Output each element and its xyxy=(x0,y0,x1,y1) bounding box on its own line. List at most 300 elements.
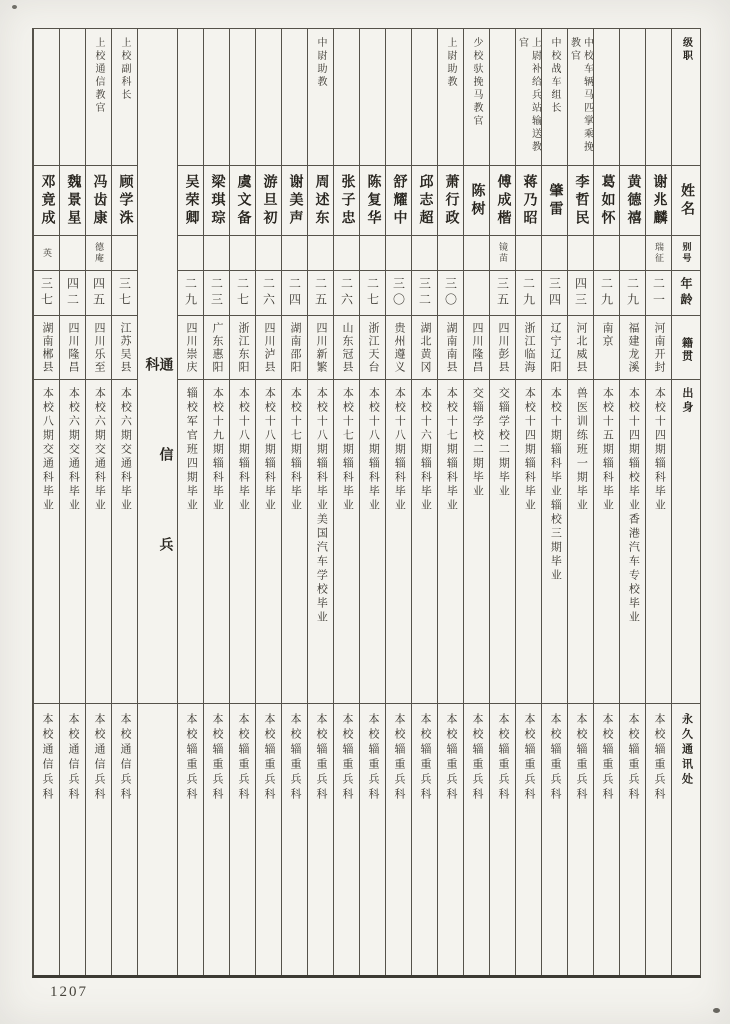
person-native: 河南开封 xyxy=(653,321,665,374)
page-number: 1207 xyxy=(50,984,88,1000)
person-name-cell xyxy=(516,165,541,235)
person-alias-cell xyxy=(412,235,437,270)
person-origin-cell xyxy=(646,379,671,704)
person-alias-cell xyxy=(34,235,59,270)
person-age: 二一 xyxy=(651,276,666,309)
person-origin-cell xyxy=(620,379,645,704)
person-name-cell xyxy=(490,165,515,235)
person-name: 谢美声 xyxy=(287,173,303,228)
person-origin: 本校十七期辎科毕业 xyxy=(341,386,354,513)
person-name: 邱志超 xyxy=(417,173,433,228)
header-address-label: 永久通讯处 xyxy=(680,713,693,789)
person-rank-cell xyxy=(412,29,437,165)
person-native: 湖南郴县 xyxy=(41,321,53,374)
person-origin-cell xyxy=(308,379,333,704)
person-column xyxy=(85,29,111,975)
person-rank-cell xyxy=(542,29,567,165)
person-native-cell xyxy=(334,315,359,379)
person-column xyxy=(567,29,593,975)
person-address-cell xyxy=(230,703,255,975)
person-name: 傅成楷 xyxy=(495,173,511,228)
person-native: 贵州遵义 xyxy=(393,321,405,374)
person-alias-cell xyxy=(60,235,85,270)
header-origin-cell xyxy=(672,379,700,704)
person-name-cell xyxy=(178,165,203,235)
person-column xyxy=(489,29,515,975)
person-column xyxy=(437,29,463,975)
person-name-cell xyxy=(34,165,59,235)
person-origin: 兽医训练班一期毕业 xyxy=(575,386,588,513)
header-rank-label: 级职 xyxy=(680,37,692,63)
person-origin-cell xyxy=(490,379,515,704)
person-age-cell xyxy=(86,270,111,315)
person-address: 本校辎重兵科 xyxy=(497,713,509,804)
person-name-cell xyxy=(594,165,619,235)
person-rank-cell xyxy=(308,29,333,165)
person-native-cell xyxy=(464,315,489,379)
person-address: 本校辎重兵科 xyxy=(523,713,535,804)
header-rank-cell xyxy=(672,29,700,165)
person-name: 陈复华 xyxy=(365,173,381,228)
person-native: 湖南南县 xyxy=(445,321,457,374)
person-alias-cell xyxy=(646,235,671,270)
person-column xyxy=(203,29,229,975)
person-native-cell xyxy=(230,315,255,379)
person-age: 二七 xyxy=(235,276,250,309)
person-address-cell xyxy=(282,703,307,975)
person-address-cell xyxy=(308,703,333,975)
person-age-cell xyxy=(230,270,255,315)
person-native: 四川崇庆 xyxy=(185,321,197,374)
person-alias-cell xyxy=(204,235,229,270)
person-native-cell xyxy=(308,315,333,379)
person-address-cell xyxy=(60,703,85,975)
person-address-cell xyxy=(568,703,593,975)
person-address: 本校辎重兵科 xyxy=(601,713,613,804)
person-alias: 英 xyxy=(42,247,52,259)
person-rank-cell xyxy=(86,29,111,165)
person-address: 本校通信兵科 xyxy=(41,713,53,804)
person-address-cell xyxy=(360,703,385,975)
person-age-cell xyxy=(568,270,593,315)
person-address: 本校通信兵科 xyxy=(119,713,131,804)
person-origin: 本校六期交通科毕业 xyxy=(119,386,132,513)
section-divider-empty-cell xyxy=(138,703,177,975)
person-age: 四二 xyxy=(65,276,80,309)
person-age: 三四 xyxy=(547,276,562,309)
person-rank-cell xyxy=(282,29,307,165)
person-alias-cell xyxy=(230,235,255,270)
person-origin-cell xyxy=(86,379,111,704)
person-column xyxy=(411,29,437,975)
person-name: 邓竟成 xyxy=(39,173,55,228)
person-rank-cell xyxy=(256,29,281,165)
person-origin-cell xyxy=(568,379,593,704)
person-address: 本校辎重兵科 xyxy=(575,713,587,804)
person-alias: 瑞征 xyxy=(654,242,664,265)
header-origin-label: 出身 xyxy=(680,386,693,415)
person-native: 四川彭县 xyxy=(497,321,509,374)
person-name: 舒耀中 xyxy=(391,173,407,228)
person-age-cell xyxy=(60,270,85,315)
person-address-cell xyxy=(112,703,137,975)
person-rank-cell xyxy=(178,29,203,165)
person-rank-cell xyxy=(516,29,541,165)
person-origin: 本校十八期辎科毕业 xyxy=(263,386,276,513)
person-origin: 辎校军官班四期毕业 xyxy=(185,386,198,513)
person-native: 四川乐至 xyxy=(93,321,105,374)
person-name-cell xyxy=(60,165,85,235)
person-alias-cell xyxy=(620,235,645,270)
person-native-cell xyxy=(542,315,567,379)
person-native: 四川泸县 xyxy=(263,321,275,374)
header-native-label: 籍贯 xyxy=(680,337,693,364)
person-native-cell xyxy=(256,315,281,379)
person-age: 二四 xyxy=(287,276,302,309)
person-address: 本校通信兵科 xyxy=(67,713,79,804)
person-age: 二六 xyxy=(339,276,354,309)
person-alias-cell xyxy=(256,235,281,270)
person-native-cell xyxy=(112,315,137,379)
person-age-cell xyxy=(412,270,437,315)
person-age-cell xyxy=(542,270,567,315)
person-name: 周述东 xyxy=(313,173,329,228)
person-address-cell xyxy=(594,703,619,975)
person-native-cell xyxy=(620,315,645,379)
person-rank-cell xyxy=(360,29,385,165)
person-rank-cell xyxy=(34,29,59,165)
person-origin-cell xyxy=(282,379,307,704)
person-name: 肇雷 xyxy=(547,182,563,219)
person-native: 河北威县 xyxy=(575,321,587,374)
person-name: 魏景星 xyxy=(65,173,81,228)
person-address-cell xyxy=(178,703,203,975)
person-age: 四五 xyxy=(91,276,106,309)
person-origin: 本校十九期辎科毕业 xyxy=(211,386,224,513)
person-age-cell xyxy=(438,270,463,315)
person-age: 二三 xyxy=(209,276,224,309)
person-native-cell xyxy=(386,315,411,379)
person-rank-cell xyxy=(620,29,645,165)
person-name-cell xyxy=(256,165,281,235)
person-age: 三二 xyxy=(417,276,432,309)
person-origin-cell xyxy=(334,379,359,704)
person-native-cell xyxy=(204,315,229,379)
person-age-cell xyxy=(204,270,229,315)
person-age-cell xyxy=(516,270,541,315)
person-name: 李哲民 xyxy=(573,173,589,228)
person-column xyxy=(111,29,137,975)
person-alias-cell xyxy=(464,235,489,270)
person-name-cell xyxy=(386,165,411,235)
person-address: 本校通信兵科 xyxy=(93,713,105,804)
person-rank-cell xyxy=(438,29,463,165)
person-age-cell xyxy=(112,270,137,315)
person-age: 三五 xyxy=(495,276,510,309)
person-age: 二九 xyxy=(521,276,536,309)
person-native-cell xyxy=(412,315,437,379)
row-headers-column xyxy=(671,29,700,975)
person-name-cell xyxy=(112,165,137,235)
person-alias-cell xyxy=(386,235,411,270)
person-address-cell xyxy=(412,703,437,975)
person-origin: 本校十期辎科毕业辎校三期毕业 xyxy=(549,386,562,583)
person-age-cell xyxy=(308,270,333,315)
person-native-cell xyxy=(178,315,203,379)
header-address-cell xyxy=(672,703,700,975)
person-native-cell xyxy=(490,315,515,379)
person-address: 本校辎重兵科 xyxy=(237,713,249,804)
person-origin-cell xyxy=(516,379,541,704)
person-address: 本校辎重兵科 xyxy=(341,713,353,804)
person-name-cell xyxy=(620,165,645,235)
person-native-cell xyxy=(594,315,619,379)
person-column xyxy=(359,29,385,975)
person-address: 本校辎重兵科 xyxy=(627,713,639,804)
person-name-cell xyxy=(646,165,671,235)
person-alias-cell xyxy=(112,235,137,270)
person-address-cell xyxy=(620,703,645,975)
person-origin-cell xyxy=(34,379,59,704)
person-name: 谢兆麟 xyxy=(651,173,667,228)
person-age: 三七 xyxy=(117,276,132,309)
person-rank-cell xyxy=(568,29,593,165)
person-native: 福建龙溪 xyxy=(627,321,639,374)
person-origin: 本校十七期辎科毕业 xyxy=(289,386,302,513)
person-rank-cell xyxy=(60,29,85,165)
person-origin: 本校十八期辎科毕业 xyxy=(367,386,380,513)
person-native-cell xyxy=(438,315,463,379)
person-name: 冯齿康 xyxy=(91,173,107,228)
person-address-cell xyxy=(464,703,489,975)
person-age: 二六 xyxy=(261,276,276,309)
scan-speck xyxy=(713,1008,720,1013)
person-origin: 交辎学校二期毕业 xyxy=(497,386,510,499)
person-native-cell xyxy=(568,315,593,379)
person-origin-cell xyxy=(256,379,281,704)
person-address: 本校辎重兵科 xyxy=(393,713,405,804)
person-address: 本校辎重兵科 xyxy=(471,713,483,804)
person-column xyxy=(307,29,333,975)
person-age-cell xyxy=(594,270,619,315)
person-age: 三七 xyxy=(39,276,54,309)
person-alias-cell xyxy=(308,235,333,270)
person-age-cell xyxy=(360,270,385,315)
person-native: 浙江天台 xyxy=(367,321,379,374)
person-rank-cell xyxy=(386,29,411,165)
person-column xyxy=(33,29,59,975)
person-origin: 本校八期交通科毕业 xyxy=(41,386,54,513)
person-column xyxy=(619,29,645,975)
person-origin-cell xyxy=(204,379,229,704)
person-native-cell xyxy=(60,315,85,379)
person-name: 游旦初 xyxy=(261,173,277,228)
person-alias-cell xyxy=(360,235,385,270)
person-age: 二七 xyxy=(365,276,380,309)
person-name-cell xyxy=(282,165,307,235)
person-rank-cell xyxy=(490,29,515,165)
person-native: 江苏吴县 xyxy=(119,321,131,374)
person-age: 三〇 xyxy=(443,276,458,309)
person-native: 湖北黄冈 xyxy=(419,321,431,374)
person-native: 四川隆昌 xyxy=(67,321,79,374)
person-alias-cell xyxy=(86,235,111,270)
person-native: 湖南邵阳 xyxy=(289,321,301,374)
person-origin-cell xyxy=(178,379,203,704)
person-name-cell xyxy=(438,165,463,235)
person-name-cell xyxy=(542,165,567,235)
person-address-cell xyxy=(386,703,411,975)
person-native-cell xyxy=(282,315,307,379)
person-rank: 中尉助教 xyxy=(315,37,326,89)
person-rank-cell xyxy=(464,29,489,165)
person-native-cell xyxy=(86,315,111,379)
person-alias-cell xyxy=(516,235,541,270)
person-origin: 本校十四期辎科毕业 xyxy=(653,386,666,513)
person-alias-cell xyxy=(438,235,463,270)
person-name: 陈树 xyxy=(469,182,485,219)
header-age-label: 年龄 xyxy=(679,276,693,309)
person-name: 蒋乃昭 xyxy=(521,173,537,228)
person-column xyxy=(385,29,411,975)
person-address: 本校辎重兵科 xyxy=(315,713,327,804)
person-origin: 本校十七期辎科毕业 xyxy=(445,386,458,513)
person-address: 本校辎重兵科 xyxy=(445,713,457,804)
person-address-cell xyxy=(438,703,463,975)
scan-speck xyxy=(12,5,17,9)
person-address: 本校辎重兵科 xyxy=(653,713,665,804)
person-origin: 本校十四期辎科毕业 xyxy=(523,386,536,513)
person-address-cell xyxy=(256,703,281,975)
person-rank-cell xyxy=(646,29,671,165)
person-origin-cell xyxy=(230,379,255,704)
person-address: 本校辎重兵科 xyxy=(185,713,197,804)
person-rank-cell xyxy=(230,29,255,165)
person-age-cell xyxy=(386,270,411,315)
person-alias-cell xyxy=(334,235,359,270)
person-name: 萧行政 xyxy=(443,173,459,228)
person-column xyxy=(281,29,307,975)
person-age-cell xyxy=(282,270,307,315)
person-age-cell xyxy=(620,270,645,315)
person-alias-cell xyxy=(594,235,619,270)
person-address: 本校辎重兵科 xyxy=(211,713,223,804)
person-alias-cell xyxy=(542,235,567,270)
person-age-cell xyxy=(256,270,281,315)
person-address-cell xyxy=(86,703,111,975)
person-address-cell xyxy=(334,703,359,975)
person-rank-cell xyxy=(204,29,229,165)
person-name: 梁琪琮 xyxy=(209,173,225,228)
person-origin: 本校六期交通科毕业 xyxy=(67,386,80,513)
person-origin-cell xyxy=(60,379,85,704)
header-native-cell xyxy=(672,315,700,379)
person-native-cell xyxy=(516,315,541,379)
person-name: 黄德禧 xyxy=(625,173,641,228)
person-native-cell xyxy=(646,315,671,379)
person-origin: 本校十八期辎科毕业 xyxy=(237,386,250,513)
person-age: 二九 xyxy=(599,276,614,309)
person-address: 本校辎重兵科 xyxy=(419,713,431,804)
person-age-cell xyxy=(646,270,671,315)
person-address-cell xyxy=(490,703,515,975)
person-age-cell xyxy=(334,270,359,315)
person-age-cell xyxy=(464,270,489,315)
header-alias-cell xyxy=(672,235,700,270)
person-alias-cell xyxy=(282,235,307,270)
person-column xyxy=(177,29,203,975)
person-address: 本校辎重兵科 xyxy=(549,713,561,804)
person-alias: 德庵 xyxy=(94,242,104,265)
person-column xyxy=(645,29,671,975)
person-native-cell xyxy=(34,315,59,379)
person-origin-cell xyxy=(464,379,489,704)
person-address: 本校辎重兵科 xyxy=(263,713,275,804)
person-column xyxy=(593,29,619,975)
person-column xyxy=(463,29,489,975)
person-origin: 交辎学校二期毕业 xyxy=(471,386,484,499)
section-label: 通信兵科 xyxy=(143,357,173,627)
person-alias-cell xyxy=(178,235,203,270)
header-name-label: 姓名 xyxy=(679,182,694,219)
person-rank: 上校通信教官 xyxy=(93,37,104,115)
person-age: 二五 xyxy=(313,276,328,309)
person-column xyxy=(515,29,541,975)
person-rank: 中校战车组长 xyxy=(549,37,560,115)
person-rank: 上校副科长 xyxy=(119,37,130,102)
person-alias-cell xyxy=(568,235,593,270)
person-address-cell xyxy=(646,703,671,975)
person-name-cell xyxy=(230,165,255,235)
person-age: 二九 xyxy=(183,276,198,309)
person-native-cell xyxy=(360,315,385,379)
person-name: 吴荣卿 xyxy=(183,173,199,228)
person-rank: 少校驮挽马教官 xyxy=(471,37,482,128)
person-origin: 本校六期交通科毕业 xyxy=(93,386,106,513)
person-native: 广东惠阳 xyxy=(211,321,223,374)
person-origin-cell xyxy=(438,379,463,704)
person-native: 辽宁辽阳 xyxy=(549,321,561,374)
person-origin-cell xyxy=(360,379,385,704)
person-name-cell xyxy=(360,165,385,235)
person-native: 南京 xyxy=(601,321,613,348)
person-origin-cell xyxy=(412,379,437,704)
person-origin-cell xyxy=(594,379,619,704)
person-name-cell xyxy=(86,165,111,235)
person-address: 本校辎重兵科 xyxy=(367,713,379,804)
person-native: 浙江临海 xyxy=(523,321,535,374)
person-age-cell xyxy=(490,270,515,315)
person-origin-cell xyxy=(542,379,567,704)
person-column xyxy=(59,29,85,975)
person-origin: 本校十八期辎科毕业 xyxy=(393,386,406,513)
person-alias-cell xyxy=(490,235,515,270)
person-origin: 本校十八期辎科毕业美国汽车学校毕业 xyxy=(315,386,328,625)
person-rank-cell xyxy=(594,29,619,165)
person-rank: 上尉助教 xyxy=(445,37,456,89)
person-native: 四川隆昌 xyxy=(471,321,483,374)
person-name-cell xyxy=(308,165,333,235)
person-origin-cell xyxy=(112,379,137,704)
person-name-cell xyxy=(568,165,593,235)
person-address-cell xyxy=(516,703,541,975)
person-address-cell xyxy=(542,703,567,975)
person-name: 顾学洙 xyxy=(117,173,133,228)
person-name: 葛如怀 xyxy=(599,173,615,228)
person-name-cell xyxy=(204,165,229,235)
person-origin: 本校十六期辎科毕业 xyxy=(419,386,432,513)
person-origin: 本校十四期辎校毕业香港汽车专校毕业 xyxy=(627,386,640,625)
